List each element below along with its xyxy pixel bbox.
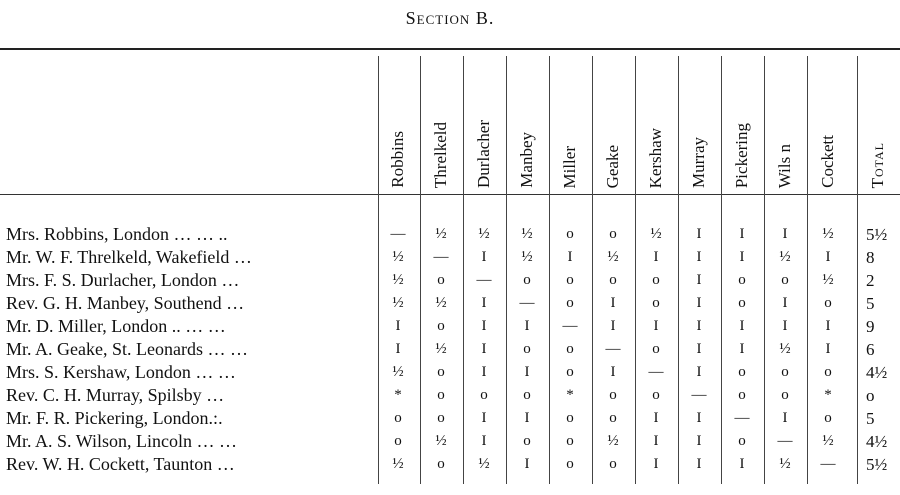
player-name: Rev. W. H. Cockett, Taunton … (6, 454, 235, 474)
score-cell: I (653, 433, 659, 449)
top-rule (0, 48, 900, 50)
score-cell: o (394, 433, 402, 449)
score-cell: ½ (521, 226, 533, 242)
score-cell: I (481, 410, 487, 426)
score-cell: ½ (435, 295, 447, 311)
score-cell: o (523, 433, 531, 449)
score-cell: o (566, 456, 574, 472)
total-cell: 4½ (866, 363, 888, 382)
score-cell: I (696, 433, 702, 449)
total-cell: 5 (866, 294, 875, 313)
total-cell: 9 (866, 317, 875, 336)
score-cell: o (738, 295, 746, 311)
score-cell: o (824, 295, 832, 311)
score-cell: o (437, 456, 445, 472)
score-cell: ½ (822, 272, 834, 288)
score-cell: I (610, 364, 616, 380)
column-header-label: Murray (689, 137, 708, 188)
total-cell: 6 (866, 340, 875, 359)
score-cell: o (738, 272, 746, 288)
table-row (0, 338, 900, 361)
score-cell: ½ (650, 226, 662, 242)
score-cell: o (738, 364, 746, 380)
player-name: Mr. W. F. Threlkeld, Wakefield … (6, 247, 252, 267)
score-cell: * (394, 387, 402, 403)
player-name: Rev. C. H. Murray, Spilsby … (6, 385, 225, 405)
score-cell: ½ (779, 341, 791, 357)
total-cell: 5½ (866, 455, 888, 474)
score-cell: I (696, 341, 702, 357)
score-cell: o (566, 364, 574, 380)
score-cell: o (523, 387, 531, 403)
score-cell: o (609, 410, 617, 426)
score-cell: I (481, 249, 487, 265)
score-cell: I (610, 295, 616, 311)
score-cell: o (652, 272, 660, 288)
score-cell: I (782, 318, 788, 334)
player-name: Mrs. Robbins, London … … .. (6, 224, 228, 244)
table-row (0, 384, 900, 407)
column-header-label: Wils n (775, 143, 794, 188)
score-cell: I (567, 249, 573, 265)
score-cell: o (437, 387, 445, 403)
score-cell: I (395, 341, 401, 357)
score-cell: o (824, 364, 832, 380)
column-header (858, 62, 898, 188)
score-cell: I (739, 318, 745, 334)
score-cell: — (562, 318, 578, 334)
score-cell: o (437, 410, 445, 426)
score-cell: o (652, 295, 660, 311)
score-cell: I (696, 226, 702, 242)
score-cell: ½ (607, 249, 619, 265)
score-cell: I (696, 318, 702, 334)
column-header (765, 62, 805, 188)
score-cell: o (394, 410, 402, 426)
score-cell: I (481, 341, 487, 357)
score-cell: — (605, 341, 621, 357)
table-row (0, 361, 900, 384)
score-cell: ½ (521, 249, 533, 265)
column-header-label: Manbey (517, 132, 536, 188)
score-cell: o (609, 272, 617, 288)
score-cell: I (653, 249, 659, 265)
column-header (464, 62, 504, 188)
score-cell: ½ (392, 456, 404, 472)
score-cell: — (691, 387, 707, 403)
score-cell: ½ (478, 226, 490, 242)
score-cell: I (481, 318, 487, 334)
table-row (0, 453, 900, 476)
score-cell: o (738, 433, 746, 449)
player-name: Mr. F. R. Pickering, London.:. (6, 408, 223, 428)
score-cell: ½ (392, 364, 404, 380)
score-cell: — (820, 456, 836, 472)
column-header (679, 62, 719, 188)
player-name: Rev. G. H. Manbey, Southend … (6, 293, 245, 313)
score-cell: I (739, 341, 745, 357)
score-cell: o (824, 410, 832, 426)
section-title: Section B. (405, 8, 495, 28)
score-cell: I (653, 456, 659, 472)
score-cell: — (433, 249, 449, 265)
score-cell: o (781, 364, 789, 380)
score-cell: — (777, 433, 793, 449)
score-cell: o (566, 433, 574, 449)
score-cell: ½ (822, 433, 834, 449)
score-cell: — (390, 226, 406, 242)
score-cell: I (481, 433, 487, 449)
score-cell: o (523, 272, 531, 288)
score-cell: o (609, 456, 617, 472)
total-cell: 5½ (866, 225, 888, 244)
score-cell: — (519, 295, 535, 311)
score-cell: I (524, 410, 530, 426)
column-header-label: Cockett (818, 135, 837, 188)
column-header (593, 62, 633, 188)
score-cell: I (653, 318, 659, 334)
column-header (636, 62, 676, 188)
header-rule (0, 194, 900, 195)
player-name: Mr. D. Miller, London .. … … (6, 316, 226, 336)
score-cell: — (648, 364, 664, 380)
score-cell: I (481, 364, 487, 380)
score-cell: I (782, 410, 788, 426)
score-cell: o (437, 318, 445, 334)
column-header (507, 62, 547, 188)
score-cell: * (824, 387, 832, 403)
score-cell: o (781, 272, 789, 288)
score-cell: I (524, 456, 530, 472)
score-cell: I (825, 341, 831, 357)
column-header-label: Threlkeld (431, 121, 450, 188)
score-cell: I (696, 272, 702, 288)
score-cell: I (696, 249, 702, 265)
column-header-label: Robbins (388, 131, 407, 188)
score-cell: o (523, 341, 531, 357)
score-cell: o (652, 341, 660, 357)
player-name: Mrs. F. S. Durlacher, London … (6, 270, 240, 290)
score-cell: I (782, 226, 788, 242)
column-header (378, 62, 418, 188)
score-cell: I (696, 456, 702, 472)
column-header (722, 62, 762, 188)
score-cell: o (566, 226, 574, 242)
score-cell: I (739, 249, 745, 265)
score-cell: o (566, 295, 574, 311)
score-cell: o (566, 272, 574, 288)
score-cell: o (437, 272, 445, 288)
score-cell: I (739, 456, 745, 472)
total-cell: 2 (866, 271, 875, 290)
score-cell: ½ (607, 433, 619, 449)
score-cell: — (734, 410, 750, 426)
table-row (0, 223, 900, 246)
total-cell: o (866, 386, 875, 405)
total-cell: 8 (866, 248, 875, 267)
column-header-label: Pickering (732, 122, 751, 188)
table-row (0, 430, 900, 453)
table-row (0, 407, 900, 430)
score-cell: I (739, 226, 745, 242)
total-cell: 4½ (866, 432, 888, 451)
score-cell: ½ (822, 226, 834, 242)
score-cell: ½ (779, 456, 791, 472)
score-cell: — (476, 272, 492, 288)
score-cell: I (524, 364, 530, 380)
column-header-label: Total (868, 141, 887, 188)
score-cell: I (481, 295, 487, 311)
column-header-label: Durlacher (474, 120, 493, 188)
score-cell: I (696, 410, 702, 426)
score-cell: ½ (435, 433, 447, 449)
table-row (0, 292, 900, 315)
score-cell: ½ (392, 295, 404, 311)
score-cell: ½ (435, 226, 447, 242)
column-header (808, 62, 848, 188)
player-name: Mr. A. Geake, St. Leonards … … (6, 339, 248, 359)
score-cell: I (395, 318, 401, 334)
score-cell: ½ (779, 249, 791, 265)
score-cell: ½ (392, 249, 404, 265)
player-name: Mrs. S. Kershaw, London … … (6, 362, 236, 382)
score-cell: I (653, 410, 659, 426)
column-header (421, 62, 461, 188)
score-cell: I (825, 249, 831, 265)
table-row (0, 269, 900, 292)
score-cell: o (609, 226, 617, 242)
score-cell: I (696, 364, 702, 380)
score-cell: I (825, 318, 831, 334)
column-header-label: Miller (560, 145, 579, 188)
total-cell: 5 (866, 409, 875, 428)
table-row (0, 315, 900, 338)
score-cell: * (566, 387, 574, 403)
score-cell: ½ (478, 456, 490, 472)
score-cell: I (524, 318, 530, 334)
score-cell: I (782, 295, 788, 311)
column-header-label: Kershaw (646, 127, 665, 188)
score-cell: o (609, 387, 617, 403)
score-cell: ½ (392, 272, 404, 288)
score-cell: o (738, 387, 746, 403)
score-cell: o (566, 410, 574, 426)
score-cell: o (781, 387, 789, 403)
score-cell: o (652, 387, 660, 403)
score-cell: o (480, 387, 488, 403)
score-cell: o (566, 341, 574, 357)
table-row (0, 246, 900, 269)
player-name: Mr. A. S. Wilson, Lincoln … … (6, 431, 237, 451)
score-cell: ½ (435, 341, 447, 357)
column-header (550, 62, 590, 188)
score-cell: I (610, 318, 616, 334)
score-cell: I (696, 295, 702, 311)
column-header-label: Geake (603, 144, 622, 188)
score-cell: o (437, 364, 445, 380)
